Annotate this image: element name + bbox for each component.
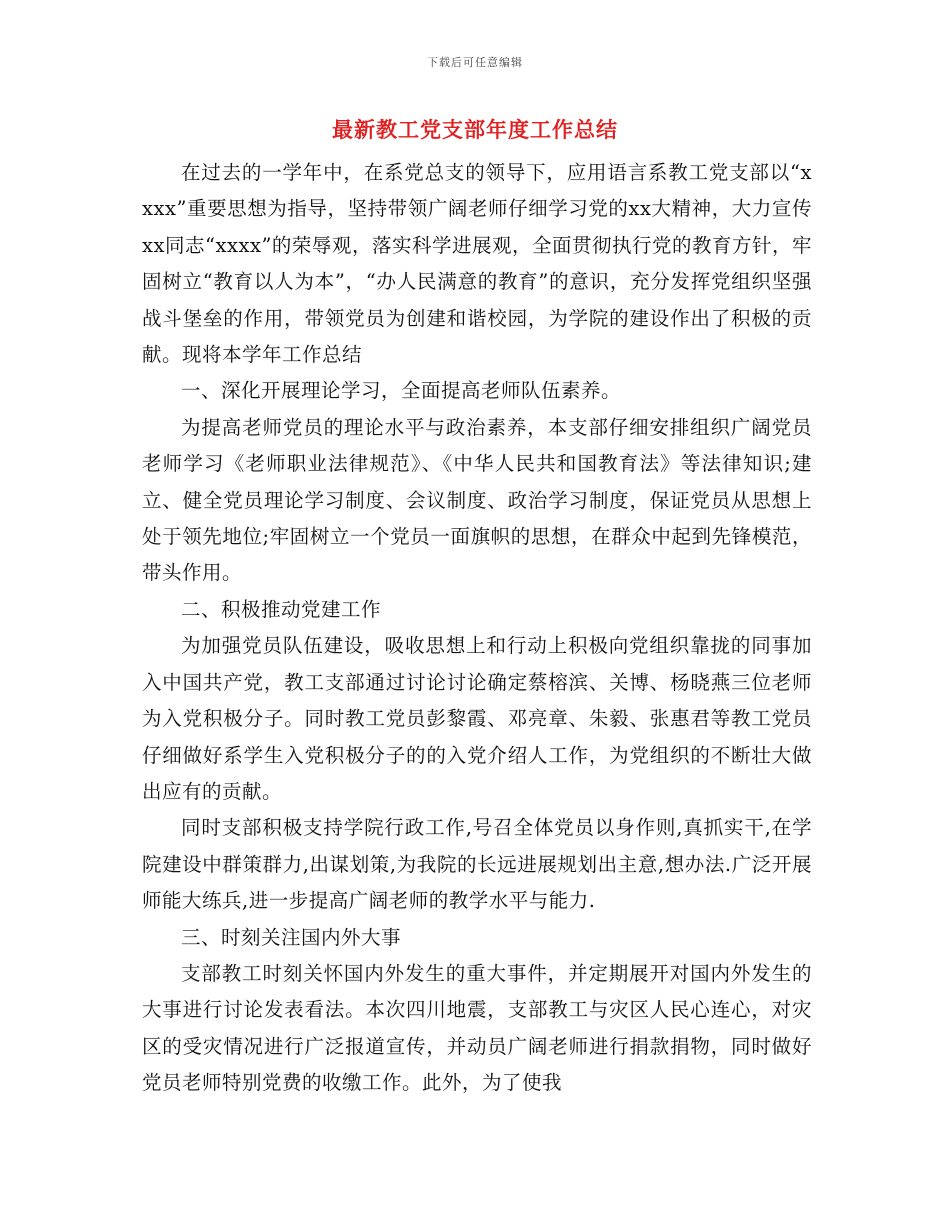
- section-heading-2: 二、积极推动党建工作: [181, 597, 382, 621]
- paragraph-theory-study: 为提高老师党员的理论水平与政治素养，本支部仔细安排组织广阔党员老师学习《老师职业法律规范》、《中华人民共和国教育法》等法律知识;建立、健全党员理论学习制度、会议制度、政治学习制度，保证党员从思想上处于领先地位;牢固树立一个党员一面旗帜的思想，在群众中起到先锋模范，带头作用。: [142, 415, 812, 585]
- paragraph-current-affairs: 支部教工时刻关怀国内外发生的重大事件，并定期展开对国内外发生的大事进行讨论发表看法。本次四川地震，支部教工与灾区人民心连心，对灾区的受灾情况进行广泛报道宣传，并动员广阔老师进行捐款捐物，同时做好党员老师特别党费的收缴工作。此外，为了使我: [142, 961, 812, 1095]
- section-heading-1: 一、深化开展理论学习，全面提高老师队伍素养。: [181, 379, 622, 403]
- document-body: [142, 155, 812, 1102]
- section-heading-3: 三、时刻关注国内外大事: [181, 925, 402, 949]
- paragraph-intro: 在过去的一学年中，在系党总支的领导下，应用语言系教工党支部以“xxxx”重要思想为指导，坚持带领广阔老师仔细学习党的xx大精神，大力宣传xx同志“xxxx”的荣辱观，落实科学进展观，全面贯彻执行党的教育方针，牢固树立“教育以人为本”，“办人民满意的教育”的意识，充分发挥党组织坚强战斗堡垒的作用，带领党员为创建和谐校园，为学院的建设作出了积极的贡献。现将本学年工作总结: [142, 161, 812, 367]
- document-title: 最新教工党支部年度工作总结: [332, 117, 618, 142]
- paragraph-admin-support: 同时支部积极支持学院行政工作,号召全体党员以身作则,真抓实干,在学院建设中群策群力,出谋划策,为我院的长远进展规划出主意,想办法.广泛开展师能大练兵,进一步提高广阔老师的教学水平与能力.: [142, 816, 812, 913]
- page-header-note: 下载后可任意编辑: [427, 56, 523, 69]
- paragraph-party-building: 为加强党员队伍建设，吸收思想上和行动上积极向党组织靠拢的同事加入中国共产党，教工支部通过讨论讨论确定蔡榕滨、关博、杨晓燕三位老师为入党积极分子。同时教工党员彭黎霞、邓亮章、朱毅、张惠君等教工党员仔细做好系学生入党积极分子的的入党介绍人工作，为党组织的不断壮大做出应有的贡献。: [142, 634, 812, 803]
